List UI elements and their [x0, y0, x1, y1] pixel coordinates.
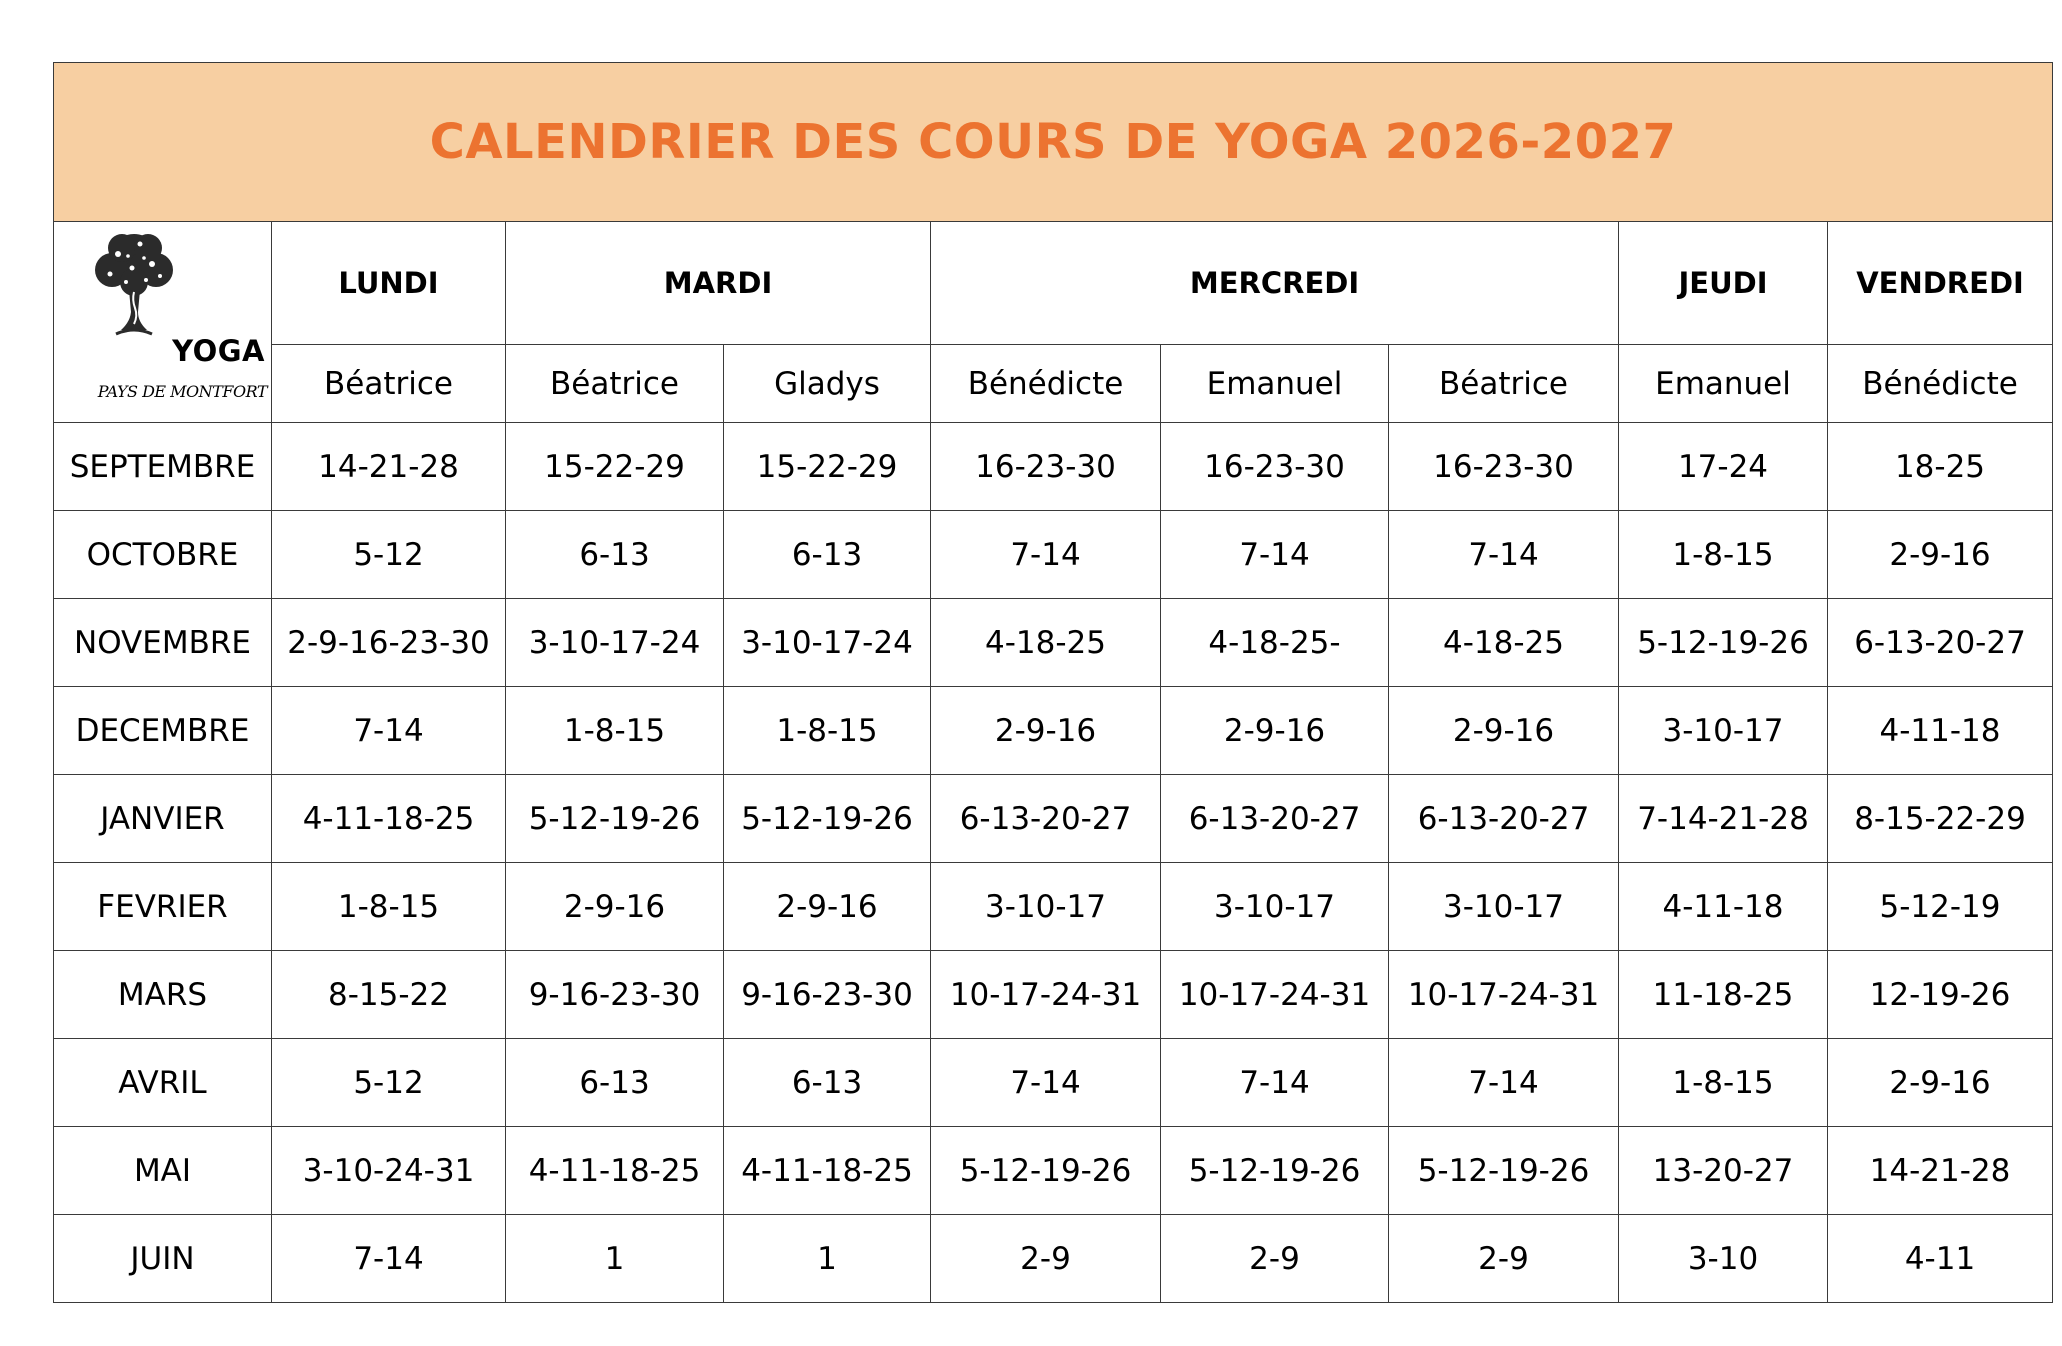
yoga-calendar	[53, 62, 2052, 1303]
date-cell: 1-8-15	[1619, 511, 1828, 599]
date-cell: 5-12	[272, 1039, 506, 1127]
date-cell: 7-14	[1389, 511, 1619, 599]
date-cell: 10-17-24-31	[1161, 951, 1389, 1039]
date-cell: 4-11-18	[1619, 863, 1828, 951]
month-label: OCTOBRE	[54, 511, 272, 599]
month-label: AVRIL	[54, 1039, 272, 1127]
date-cell: 6-13-20-27	[1828, 599, 2053, 687]
teacher-name: Bénédicte	[931, 345, 1161, 423]
date-cell: 16-23-30	[931, 423, 1161, 511]
date-cell: 5-12-19	[1828, 863, 2053, 951]
date-cell: 3-10-17	[931, 863, 1161, 951]
date-cell: 2-9-16	[1828, 1039, 2053, 1127]
month-label: MARS	[54, 951, 272, 1039]
month-label: NOVEMBRE	[54, 599, 272, 687]
month-label: JUIN	[54, 1215, 272, 1303]
teacher-name: Emanuel	[1619, 345, 1828, 423]
table-row	[54, 1215, 2053, 1303]
date-cell: 1	[724, 1215, 931, 1303]
date-cell: 3-10-17	[1161, 863, 1389, 951]
date-cell: 10-17-24-31	[1389, 951, 1619, 1039]
date-cell: 9-16-23-30	[724, 951, 931, 1039]
date-cell: 1-8-15	[724, 687, 931, 775]
date-cell: 7-14	[1161, 511, 1389, 599]
date-cell: 5-12-19-26	[1161, 1127, 1389, 1215]
table-row	[54, 775, 2053, 863]
date-cell: 12-19-26	[1828, 951, 2053, 1039]
teacher-name: Béatrice	[506, 345, 724, 423]
date-cell: 17-24	[1619, 423, 1828, 511]
teacher-name: Béatrice	[1389, 345, 1619, 423]
calendar-table	[53, 62, 2053, 1303]
date-cell: 6-13-20-27	[1389, 775, 1619, 863]
date-cell: 5-12-19-26	[724, 775, 931, 863]
month-label: SEPTEMBRE	[54, 423, 272, 511]
date-cell: 4-11-18	[1828, 687, 2053, 775]
date-cell: 2-9-16	[506, 863, 724, 951]
table-row	[54, 687, 2053, 775]
date-cell: 1-8-15	[506, 687, 724, 775]
logo	[54, 222, 272, 423]
teacher-name: Emanuel	[1161, 345, 1389, 423]
date-cell: 4-11-18-25	[272, 775, 506, 863]
date-cell: 2-9	[1161, 1215, 1389, 1303]
date-cell: 2-9-16	[1389, 687, 1619, 775]
page-title: CALENDRIER DES COURS DE YOGA 2026-2027	[429, 114, 1677, 170]
date-cell: 13-20-27	[1619, 1127, 1828, 1215]
date-cell: 4-11-18-25	[724, 1127, 931, 1215]
title-banner	[54, 63, 2053, 222]
date-cell: 3-10-24-31	[272, 1127, 506, 1215]
date-cell: 2-9-16	[1161, 687, 1389, 775]
date-cell: 6-13	[724, 511, 931, 599]
date-cell: 6-13	[506, 1039, 724, 1127]
date-cell: 14-21-28	[1828, 1127, 2053, 1215]
day-header-mardi: MARDI	[506, 222, 931, 345]
date-cell: 3-10-17-24	[506, 599, 724, 687]
date-cell: 2-9-16	[931, 687, 1161, 775]
month-label: DECEMBRE	[54, 687, 272, 775]
date-cell: 4-18-25	[1389, 599, 1619, 687]
table-row	[54, 599, 2053, 687]
month-label: MAI	[54, 1127, 272, 1215]
tree-icon	[88, 230, 180, 340]
date-cell: 18-25	[1828, 423, 2053, 511]
date-cell: 8-15-22	[272, 951, 506, 1039]
date-cell: 6-13-20-27	[1161, 775, 1389, 863]
teacher-name: Bénédicte	[1828, 345, 2053, 423]
table-row	[54, 423, 2053, 511]
date-cell: 6-13	[506, 511, 724, 599]
date-cell: 15-22-29	[724, 423, 931, 511]
teacher-name: Gladys	[724, 345, 931, 423]
table-row	[54, 511, 2053, 599]
logo-word: YOGA	[172, 334, 265, 368]
date-cell: 6-13	[724, 1039, 931, 1127]
date-cell: 5-12-19-26	[931, 1127, 1161, 1215]
date-cell: 7-14	[931, 511, 1161, 599]
date-cell: 1-8-15	[1619, 1039, 1828, 1127]
day-header-vendredi: VENDREDI	[1828, 222, 2053, 345]
date-cell: 4-11	[1828, 1215, 2053, 1303]
date-cell: 5-12-19-26	[506, 775, 724, 863]
teacher-row	[54, 345, 2053, 423]
date-cell: 5-12-19-26	[1619, 599, 1828, 687]
date-cell: 8-15-22-29	[1828, 775, 2053, 863]
day-header-jeudi: JEUDI	[1619, 222, 1828, 345]
date-cell: 3-10-17	[1619, 687, 1828, 775]
date-cell: 10-17-24-31	[931, 951, 1161, 1039]
date-cell: 4-18-25	[931, 599, 1161, 687]
table-row	[54, 863, 2053, 951]
date-cell: 4-18-25-	[1161, 599, 1389, 687]
date-cell: 7-14	[931, 1039, 1161, 1127]
date-cell: 5-12	[272, 511, 506, 599]
date-cell: 15-22-29	[506, 423, 724, 511]
table-row	[54, 1127, 2053, 1215]
date-cell: 14-21-28	[272, 423, 506, 511]
date-cell: 7-14	[1161, 1039, 1389, 1127]
date-cell: 11-18-25	[1619, 951, 1828, 1039]
date-cell: 7-14	[1389, 1039, 1619, 1127]
table-row	[54, 1039, 2053, 1127]
date-cell: 2-9-16-23-30	[272, 599, 506, 687]
date-cell: 16-23-30	[1161, 423, 1389, 511]
date-cell: 2-9-16	[724, 863, 931, 951]
month-label: JANVIER	[54, 775, 272, 863]
date-cell: 3-10-17-24	[724, 599, 931, 687]
date-cell: 2-9	[931, 1215, 1161, 1303]
date-cell: 1-8-15	[272, 863, 506, 951]
date-cell: 7-14	[272, 1215, 506, 1303]
date-cell: 2-9-16	[1828, 511, 2053, 599]
date-cell: 16-23-30	[1389, 423, 1619, 511]
month-label: FEVRIER	[54, 863, 272, 951]
date-cell: 3-10	[1619, 1215, 1828, 1303]
day-header-lundi: LUNDI	[272, 222, 506, 345]
date-cell: 2-9	[1389, 1215, 1619, 1303]
day-header-mercredi: MERCREDI	[931, 222, 1619, 345]
date-cell: 5-12-19-26	[1389, 1127, 1619, 1215]
teacher-name: Béatrice	[272, 345, 506, 423]
date-cell: 7-14-21-28	[1619, 775, 1828, 863]
table-row	[54, 951, 2053, 1039]
date-cell: 3-10-17	[1389, 863, 1619, 951]
date-cell: 4-11-18-25	[506, 1127, 724, 1215]
date-cell: 1	[506, 1215, 724, 1303]
date-cell: 9-16-23-30	[506, 951, 724, 1039]
date-cell: 6-13-20-27	[931, 775, 1161, 863]
date-cell: 7-14	[272, 687, 506, 775]
logo-subtitle: PAYS DE MONTFORT	[97, 382, 267, 401]
